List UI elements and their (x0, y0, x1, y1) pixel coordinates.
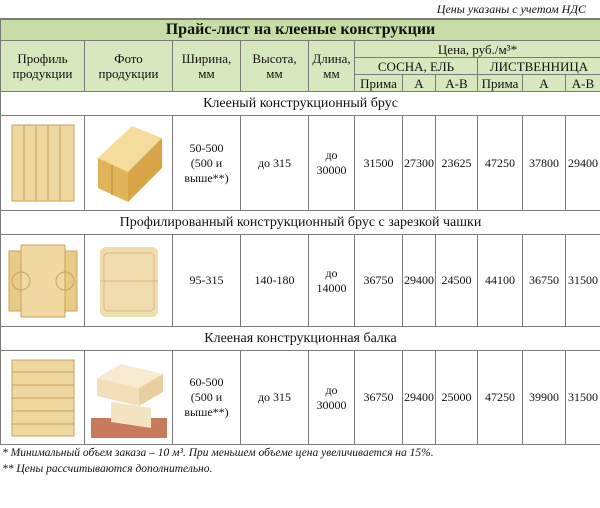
price-cell: 44100 (478, 235, 523, 327)
price-cell: 29400 (403, 351, 436, 445)
price-cell: 37800 (523, 116, 566, 211)
grade-header: А (523, 75, 566, 92)
grade-header: Прима (355, 75, 403, 92)
profile-image (1, 116, 85, 211)
section-title: Профилированный конструкционный брус с зарезкой чашки (1, 211, 600, 235)
price-cell: 27300 (403, 116, 436, 211)
price-cell: 31500 (566, 235, 600, 327)
header-profile: Профиль продукции (1, 41, 85, 92)
header-width: Ширина, мм (173, 41, 241, 92)
price-cell: 31500 (566, 351, 600, 445)
height-cell: до 315 (241, 116, 309, 211)
height-cell: до 315 (241, 351, 309, 445)
price-cell: 36750 (355, 351, 403, 445)
header-length: Длина, мм (309, 41, 355, 92)
footnote-extra: ** Цены рассчитываются дополнительно. (2, 463, 213, 475)
header-price: Цена, руб./м³* (355, 41, 600, 58)
product-photo (85, 235, 173, 327)
header-height: Высота, мм (241, 41, 309, 92)
product-photo (85, 351, 173, 445)
price-cell: 29400 (403, 235, 436, 327)
price-cell: 29400 (566, 116, 600, 211)
profile-image (1, 351, 85, 445)
price-cell: 39900 (523, 351, 566, 445)
price-cell: 47250 (478, 351, 523, 445)
width-cell: 50-500 (500 и выше**) (173, 116, 241, 211)
price-cell: 36750 (523, 235, 566, 327)
section-title: Клееный конструкционный брус (1, 92, 600, 116)
width-cell: 60-500 (500 и выше**) (173, 351, 241, 445)
footnote-min-order: * Минимальный объем заказа – 10 м³. При меньшем объеме цена увеличивается на 15%. (2, 447, 434, 459)
header-larch: ЛИСТВЕННИЦА (478, 58, 600, 75)
table-title: Прайс-лист на клееные конструкции (1, 20, 600, 41)
price-cell: 31500 (355, 116, 403, 211)
profile-image (1, 235, 85, 327)
price-table (0, 19, 600, 445)
price-cell: 24500 (436, 235, 478, 327)
price-cell: 25000 (436, 351, 478, 445)
height-cell: 140-180 (241, 235, 309, 327)
price-cell: 36750 (355, 235, 403, 327)
price-cell: 23625 (436, 116, 478, 211)
header-pine: СОСНА, ЕЛЬ (355, 58, 478, 75)
product-photo (85, 116, 173, 211)
grade-header: Прима (478, 75, 523, 92)
vat-note: Цены указаны с учетом НДС (0, 0, 600, 19)
length-cell: до 30000 (309, 351, 355, 445)
width-cell: 95-315 (173, 235, 241, 327)
grade-header: А (403, 75, 436, 92)
length-cell: до 14000 (309, 235, 355, 327)
grade-header: А-В (436, 75, 478, 92)
header-photo: Фото продукции (85, 41, 173, 92)
length-cell: до 30000 (309, 116, 355, 211)
price-cell: 47250 (478, 116, 523, 211)
grade-header: А-В (566, 75, 600, 92)
section-title: Клееная конструкционная балка (1, 327, 600, 351)
